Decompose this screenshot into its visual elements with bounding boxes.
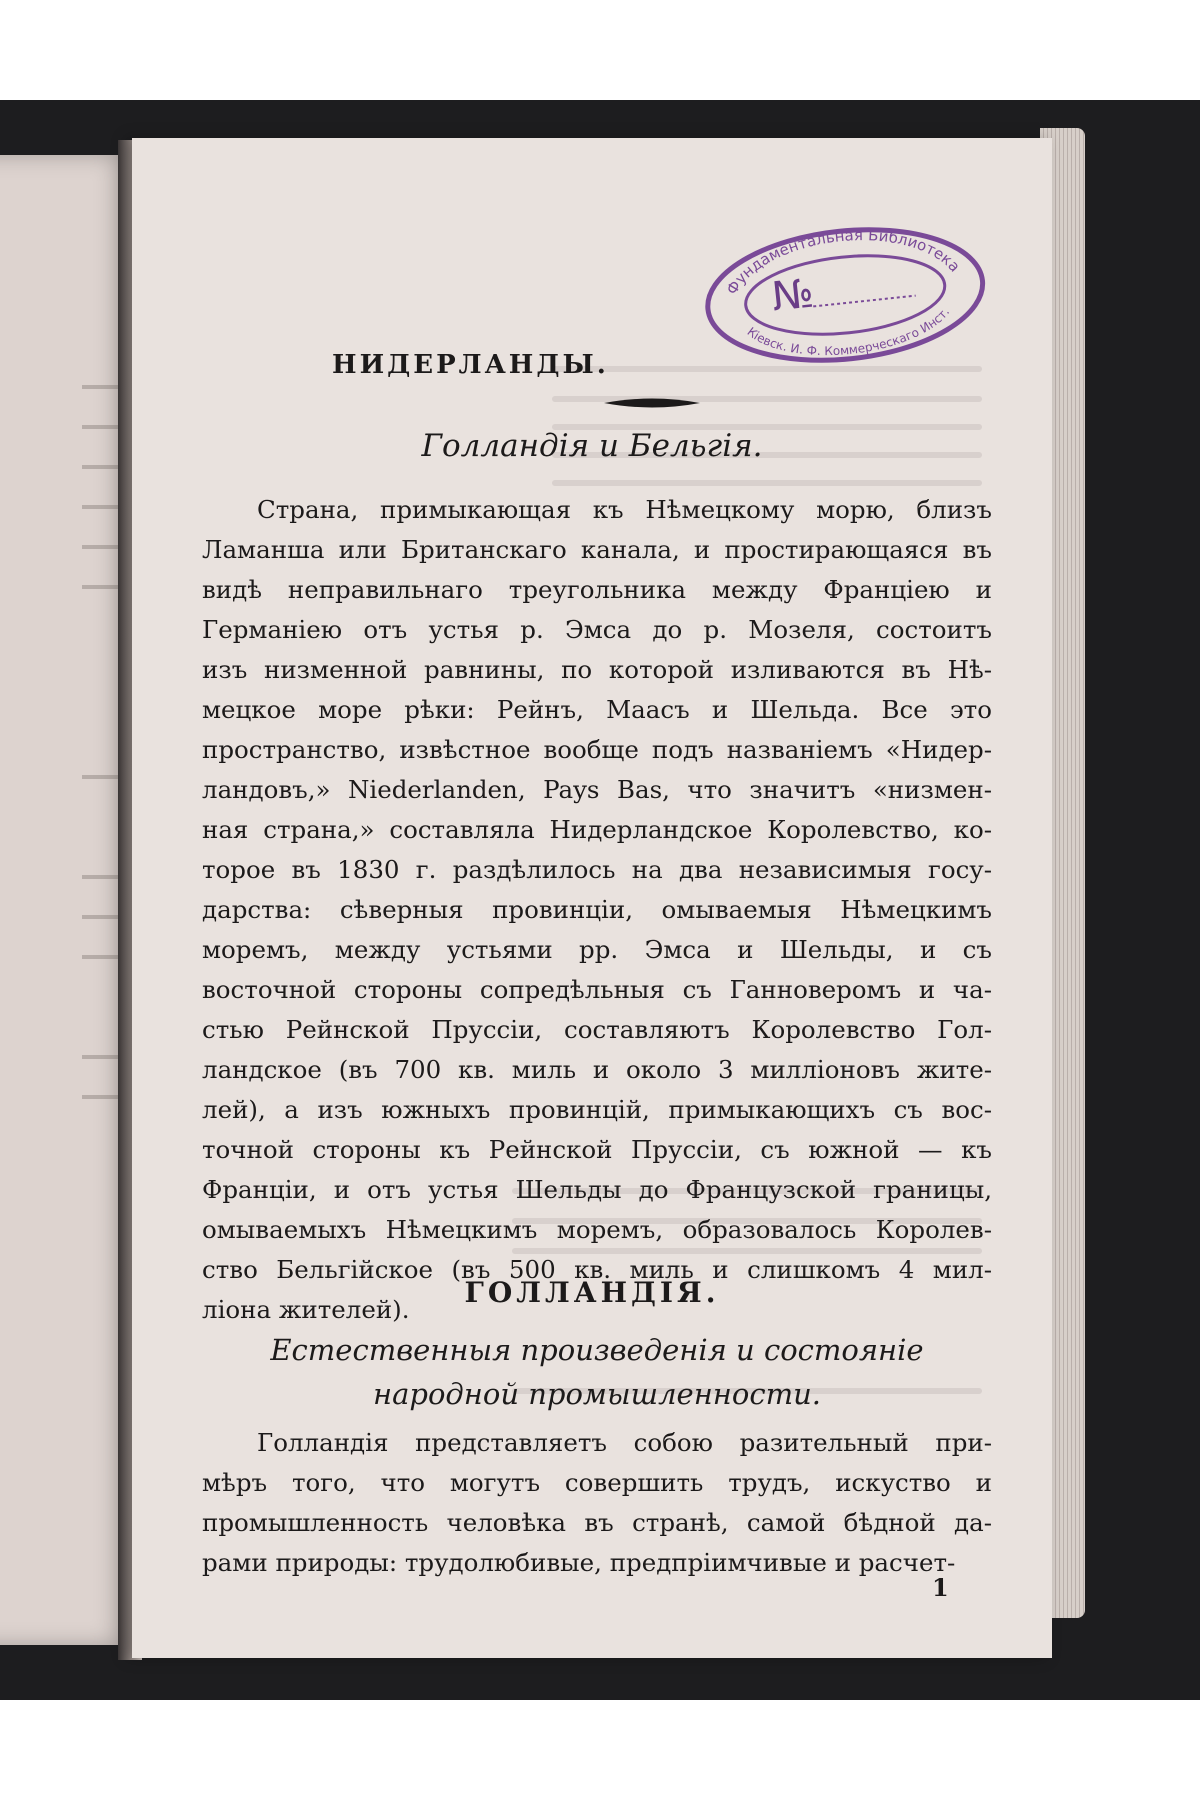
text-line: дарства: сѣверныя провинціи, омываемыя Нѣмецкимъ	[202, 895, 992, 924]
text-line: мѣръ того, что могутъ совершить трудъ, искуство и	[202, 1468, 992, 1497]
stamp-bottom-text: Кіевск. И. Ф. Коммерческаго Инст.	[744, 304, 953, 359]
text-line: ліона жителей).	[202, 1295, 410, 1324]
text-line: Германіею отъ устья р. Эмса до р. Мозеля, состоитъ	[202, 615, 992, 644]
left-page	[0, 155, 130, 1645]
text-line: точной стороны къ Рейнской Пруссіи, съ южной — къ	[202, 1135, 992, 1164]
text-line: ная страна,» составляла Нидерландское Королевство, ко-	[202, 815, 992, 844]
text-line: Голландія представляетъ собою разительный при-	[257, 1428, 992, 1457]
page-subtitle: Голландія и Бельгія.	[421, 428, 763, 464]
text-line: стью Рейнской Пруссіи, составляютъ Королевство Гол-	[202, 1015, 992, 1044]
page-number: 1	[932, 1573, 949, 1602]
text-line: восточной стороны сопредѣльныя съ Ганноверомъ и ча-	[202, 975, 992, 1004]
text-line: Страна, примыкающая къ Нѣмецкому морю, близъ	[257, 495, 992, 524]
text-line: рами природы: трудолюбивые, предпріимчивые и расчет-	[202, 1548, 956, 1577]
text-line: мецкое море рѣки: Рейнъ, Маасъ и Шельда. Все это	[202, 695, 992, 724]
text-line: видѣ неправильнаго треугольника между Франціею и	[202, 575, 992, 604]
text-line: Ламанша или Британскаго канала, и простирающаяся въ	[202, 535, 992, 564]
library-stamp	[693, 208, 996, 378]
title-ornament-icon	[602, 396, 702, 410]
text-line: ландское (въ 700 кв. миль и около 3 милліоновъ жите-	[202, 1055, 992, 1084]
stamp-oval	[693, 208, 996, 378]
right-page	[132, 138, 1052, 1658]
stamp-number-label: №	[769, 270, 816, 321]
text-line: Франціи, и отъ устья Шельды до Французской границы,	[202, 1175, 992, 1204]
text-line: ландовъ,» Niederlanden, Pays Bas, что значитъ «низмен-	[202, 775, 992, 804]
text-line: лей), а изъ южныхъ провинцій, примыкающихъ съ вос-	[202, 1095, 992, 1124]
text-line: промышленность человѣка въ странѣ, самой бѣдной да-	[202, 1508, 992, 1537]
paragraph-holland	[202, 1423, 992, 1583]
section-subtitle: Естественныя произведенія и состояніе народной промышленности.	[270, 1333, 924, 1411]
book-photo	[0, 100, 1200, 1700]
paragraph-intro	[202, 490, 992, 1330]
page-title: НИДЕРЛАНДЫ.	[332, 350, 609, 380]
text-line: ство Бельгійское (въ 500 кв. миль и слишкомъ 4 мил-	[202, 1255, 992, 1284]
section-heading: ГОЛЛАНДІЯ.	[464, 1276, 720, 1309]
text-line: торое въ 1830 г. раздѣлилось на два независимыя госу-	[202, 855, 992, 884]
text-line: моремъ, между устьями рр. Эмса и Шельды, и съ	[202, 935, 992, 964]
text-line: омываемыхъ Нѣмецкимъ моремъ, образовалось Королев-	[202, 1215, 992, 1244]
text-line: изъ низменной равнины, по которой изливаются въ Нѣ-	[202, 655, 992, 684]
stamp-top-text: Фундаментальная Библиотека	[722, 226, 964, 298]
text-line: пространство, извѣстное вообще подъ названіемъ «Нидер-	[202, 735, 992, 764]
